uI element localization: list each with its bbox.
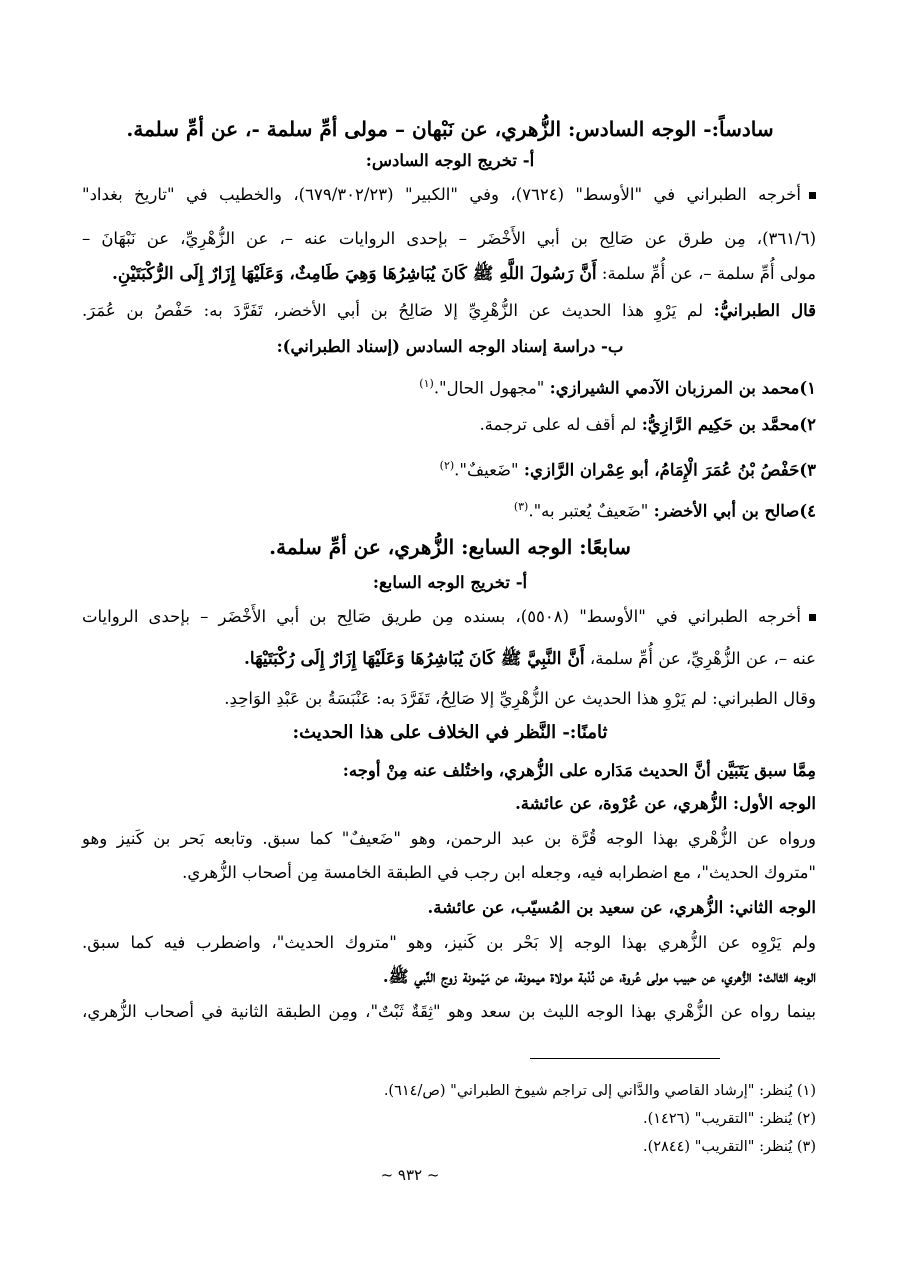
text: "ضَعيفٌ يُعتبر به". [528, 501, 654, 521]
footnote-ref: (٢) [439, 459, 455, 472]
text: أخرجه الطبراني في "الأوسط" (٧٦٢٤)، وفي "الكبير" (٦٧٩/٣٠٢/٢٣)، والخطيب في "تاريخ بغداد" [82, 185, 802, 204]
num: ٢) [799, 415, 816, 434]
footnote-1: (١) يُنظر: "إرشاد القاصي والدَّاني إلى تراجم شيوخ الطبراني" (ص/٦١٤). [383, 1083, 816, 1099]
wajh-3-title: الوجه الثالث: الزُّهري، عن حبيب مولى عُروة، عن نُدْبة مولاة ميمونة، عن مَيْمونة زوج النَّبي ﷺ. [382, 967, 816, 986]
section-sixth-heading: سادساً:- الوجه السادس: الزُّهري، عن نَبْهان – مولى أمِّ سلمة -، عن أمِّ سلمة. [126, 117, 774, 141]
wajh-1-title: الوجه الأول: الزُّهري، عن عُرْوة، عن عائشة. [515, 794, 816, 813]
wajh-3-line-1: بينما رواه عن الزُّهْري بهذا الوجه الليث بن سعد وهو "ثِقَةٌ ثَبْتٌ"، ومِن الطبقة الثانية في أصحاب الزُّهري، [82, 1002, 816, 1021]
hadith-text: أَنَّ رَسُولَ اللَّهِ ﷺ كَانَ يُبَاشِرُهَا وَهِيَ طَامِثٌ، وَعَلَيْهَا إِزَارٌ إِلَى الرُّكْبَتَيْنِ. [111, 264, 597, 284]
page-number: ~ ٩٣٢ ~ [380, 1166, 440, 1184]
wajh-1-line-1: ورواه عن الزُّهْري بهذا الوجه قُرَّة بن عبد الرحمن، وهو "ضَعيفٌ" كما سبق. وتابعه بَحر بن كَنيز وهو [82, 829, 816, 848]
sixth-takhrij-line-2: (٣٦١/٦)، مِن طرق عن صَالِح بن أبي الأَخْضَر – بإحدى الروايات عنه –، عن الزُّهْرِيِّ، عن نَبْهَانَ – [82, 229, 816, 248]
section-seventh-heading: سابعًا: الوجه السابع: الزُّهري، عن أمِّ سلمة. [269, 535, 631, 559]
footnote-2: (٢) يُنظر: "التقريب" (١٤٢٦). [642, 1111, 816, 1127]
wajh-2-line-1: ولم يَرْوِه عن الزُّهري بهذا الوجه إلا بَحْر بن كَنيز، وهو "متروك الحديث"، واضطرب فيه كما سبق. [82, 933, 816, 952]
text: "ضَعيفٌ". [454, 460, 524, 480]
eighth-intro: مِمَّا سبق يَتَبَيَّن أنَّ الحديث مَدَاره على الزُّهري، واختُلف عنه مِنْ أوجه: [342, 761, 816, 780]
name: صالح بن أبي الأخضر: [653, 501, 800, 521]
narrator-3 [440, 455, 816, 482]
sixth-takhrij-heading: أ- تخريج الوجه السادس: [365, 151, 535, 170]
bullet-square-icon [809, 192, 816, 199]
name: محمَّد بن حَكِيم الرَّازِيُّ: [641, 415, 800, 434]
num: ١) [799, 378, 816, 398]
bullet-square-icon [809, 614, 816, 621]
name: محمد بن المرزبان الآدمي الشيرازي: [549, 378, 800, 398]
sixth-dirasa-heading: ب- دراسة إسناد الوجه السادس (إسناد الطبراني): [276, 337, 624, 356]
text: مولى أُمِّ سلمة –، عن أُمِّ سلمة: [596, 264, 816, 283]
lead: قال الطبرانيُّ: [713, 301, 816, 320]
text: "مجهول الحال". [433, 378, 550, 398]
seventh-tabarani-comment: وقال الطبراني: لم يَرْوِ هذا الحديث عن الزُّهْرِيِّ إلا صَالِحُ، تَفَرَّدَ به: عَنْبَسَةُ بن عَبْدِ الوَاحِدِ. [224, 689, 816, 708]
narrator-2 [479, 414, 816, 436]
text: لم يَرْوِ هذا الحديث عن الزُّهْرِيِّ إلا صَالِحُ بن أبي الأخضر، تَفَرَّدَ به: حَفْصُ بن عُمَرَ. [82, 301, 714, 320]
wajh-1-line-2: "متروك الحديث"، مع اضطرابه فيه، وجعله ابن رجب في الطبقة الخامسة مِن أصحاب الزُّهري. [182, 863, 816, 882]
seventh-takhrij-line-1 [82, 606, 816, 628]
wajh-2-title: الوجه الثاني: الزُّهري، عن سعيد بن المُسيّب، عن عائشة. [427, 898, 816, 917]
sixth-takhrij-line-1 [82, 184, 816, 206]
seventh-takhrij-line-2 [244, 648, 816, 670]
narrator-4 [514, 496, 816, 523]
narrator-1 [419, 373, 816, 400]
footnote-ref: (١) [419, 377, 434, 390]
footnote-ref: (٣) [513, 500, 529, 513]
footnote-3: (٣) يُنظر: "التقريب" (٢٨٤٤). [642, 1139, 816, 1155]
seventh-takhrij-heading: أ- تخريج الوجه السابع: [372, 573, 528, 592]
text: أخرجه الطبراني في "الأوسط" (٥٥٠٨)، بسنده مِن طريق صَالِح بن أبي الأَخْضَر – بإحدى الروايات [82, 607, 801, 626]
num: ٣) [799, 460, 816, 480]
sixth-takhrij-line-3 [112, 263, 816, 285]
sixth-tabarani-comment [82, 300, 816, 322]
footnote-separator [530, 1058, 720, 1059]
hadith-text: أَنَّ النَّبِيَّ ﷺ كَانَ يُبَاشِرُهَا وَعَلَيْهَا إِزَارٌ إِلَى رُكْبَتَيْهَا. [243, 649, 585, 669]
text: عنه –، عن الزُّهْرِيِّ، عن أُمِّ سلمة، [584, 649, 816, 668]
text: لم أقف له على ترجمة. [479, 415, 642, 434]
section-eighth-heading: ثامنًا:- النَّظر في الخلاف على هذا الحديث: [292, 722, 608, 743]
name: حَفْصُ بْنُ عُمَرَ الْإِمَامُ، أبو عِمْران الرَّازي: [523, 460, 800, 480]
num: ٤) [799, 501, 816, 521]
